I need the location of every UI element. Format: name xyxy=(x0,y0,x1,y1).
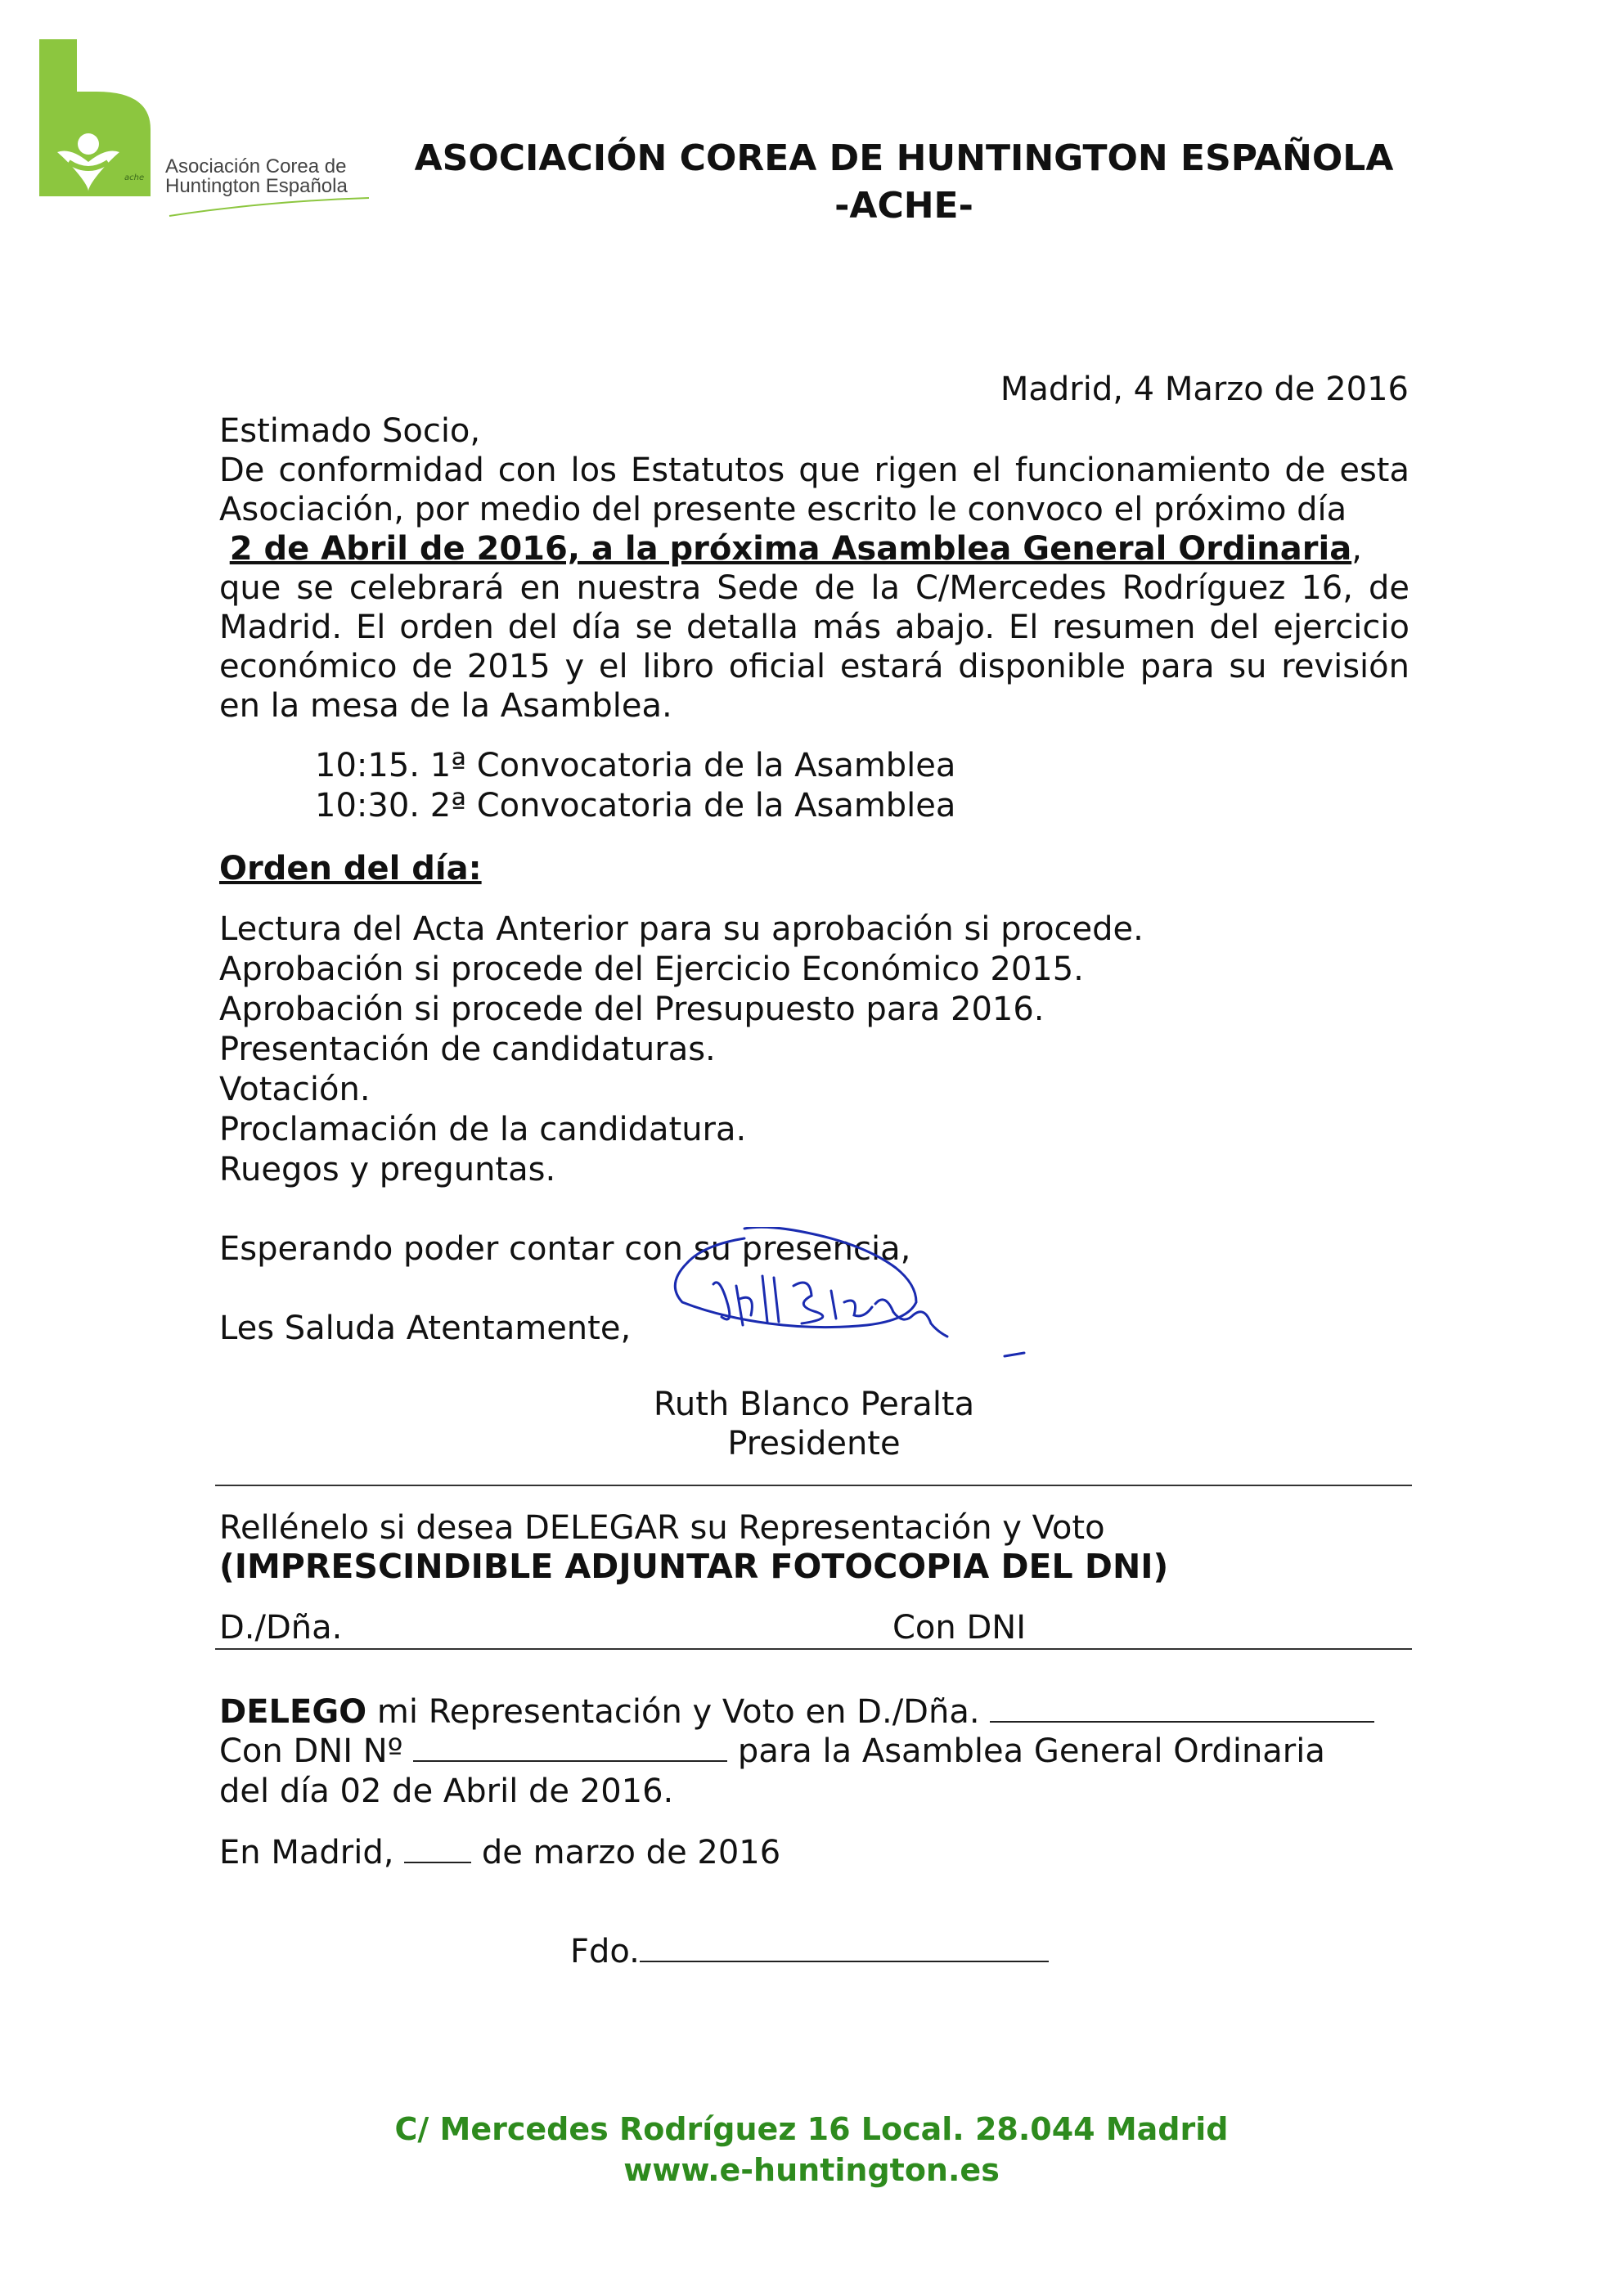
signer-block xyxy=(650,1385,978,1463)
footer xyxy=(0,2109,1623,2190)
proxy-dni-line: Con DNI Nº para la Asamblea General Ordinaria xyxy=(219,1732,1325,1770)
delego-keyword: DELEGO xyxy=(219,1693,367,1731)
section-divider xyxy=(215,1485,1412,1486)
agenda-item: Votación. xyxy=(219,1071,371,1108)
footer-address: C/ Mercedes Rodríguez 16 Local. 28.044 Madrid xyxy=(394,2111,1229,2147)
body-line: De conformidad con los Estatutos que rigen el funcionamiento de esta xyxy=(219,452,1409,489)
assembly-date-highlight: 2 de Abril de 2016, a la próxima Asamblea General Ordinaria xyxy=(229,530,1352,568)
sign-off: Les Saluda Atentamente, xyxy=(219,1310,632,1347)
day-blank[interactable] xyxy=(404,1837,471,1863)
logo-swoosh xyxy=(168,193,372,219)
place-date-line: En Madrid, de marzo de 2016 xyxy=(219,1834,781,1871)
ache-logo xyxy=(39,39,151,196)
footer-website[interactable]: www.e-huntington.es xyxy=(623,2152,1000,2188)
letterhead-title xyxy=(360,135,1448,230)
proxy-dni-blank[interactable] xyxy=(413,1736,727,1762)
name-label: D./Dña. xyxy=(219,1609,343,1647)
body-line: Asociación, por medio del presente escrito le convoco el próximo día xyxy=(219,491,1347,528)
agenda-item: Aprobación si procede del Ejercicio Económico 2015. xyxy=(219,950,1084,988)
signature-line: Fdo. xyxy=(570,1932,1049,1971)
signer-role: Presidente xyxy=(727,1425,901,1463)
logo-text-line2: Huntington Española xyxy=(165,175,348,197)
signature-blank[interactable] xyxy=(640,1936,1049,1962)
logo-wordmark xyxy=(165,157,348,196)
body-line: Madrid. El orden del día se detalla más abajo. El resumen del ejercicio xyxy=(219,609,1409,646)
name-dni-field-line[interactable] xyxy=(215,1648,1412,1650)
schedule-item: 10:15. 1ª Convocatoria de la Asamblea xyxy=(315,747,956,784)
agenda-item: Ruegos y preguntas. xyxy=(219,1151,556,1188)
dni-label: Con DNI xyxy=(892,1609,1026,1647)
title-line2: -ACHE- xyxy=(834,185,973,227)
handwritten-signature xyxy=(671,1227,1096,1391)
agenda-item: Aprobación si procede del Presupuesto para 2016. xyxy=(219,991,1045,1028)
letter-body xyxy=(219,411,1409,726)
closing-line: Esperando poder contar con su presencia, xyxy=(219,1230,911,1268)
svg-text:ache: ache xyxy=(124,173,145,182)
body-line: económico de 2015 y el libro oficial estará disponible para su revisión xyxy=(219,648,1409,685)
assembly-date-line: del día 02 de Abril de 2016. xyxy=(219,1773,674,1810)
schedule-item: 10:30. 2ª Convocatoria de la Asamblea xyxy=(315,787,956,824)
agenda-item: Proclamación de la candidatura. xyxy=(219,1111,747,1148)
agenda-list xyxy=(219,910,1144,1190)
body-line: en la mesa de la Asamblea. xyxy=(219,687,672,725)
letter-date: Madrid, 4 Marzo de 2016 xyxy=(1000,371,1409,408)
agenda-title: Orden del día: xyxy=(219,850,482,887)
signer-name: Ruth Blanco Peralta xyxy=(653,1386,975,1423)
delegation-intro: Rellénelo si desea DELEGAR su Representación y Voto xyxy=(219,1509,1105,1547)
body-line: que se celebrará en nuestra Sede de la C/Mercedes Rodríguez 16, de xyxy=(219,569,1409,607)
greeting: Estimado Socio, xyxy=(219,412,481,450)
dni-requirement: (IMPRESCINDIBLE ADJUNTAR FOTOCOPIA DEL DNI) xyxy=(219,1547,1169,1586)
proxy-name-blank[interactable] xyxy=(990,1696,1374,1723)
agenda-item: Presentación de candidaturas. xyxy=(219,1031,716,1068)
schedule-list xyxy=(315,746,955,826)
agenda-item: Lectura del Acta Anterior para su aprobación si procede. xyxy=(219,910,1144,948)
delego-line: DELEGO mi Representación y Voto en D./Dña. xyxy=(219,1692,1374,1732)
logo-text-line1: Asociación Corea de xyxy=(165,155,347,177)
title-line1: ASOCIACIÓN COREA DE HUNTINGTON ESPAÑOLA xyxy=(414,137,1394,179)
body-line-highlight: 2 de Abril de 2016, a la próxima Asamblea General Ordinaria, xyxy=(229,530,1362,568)
